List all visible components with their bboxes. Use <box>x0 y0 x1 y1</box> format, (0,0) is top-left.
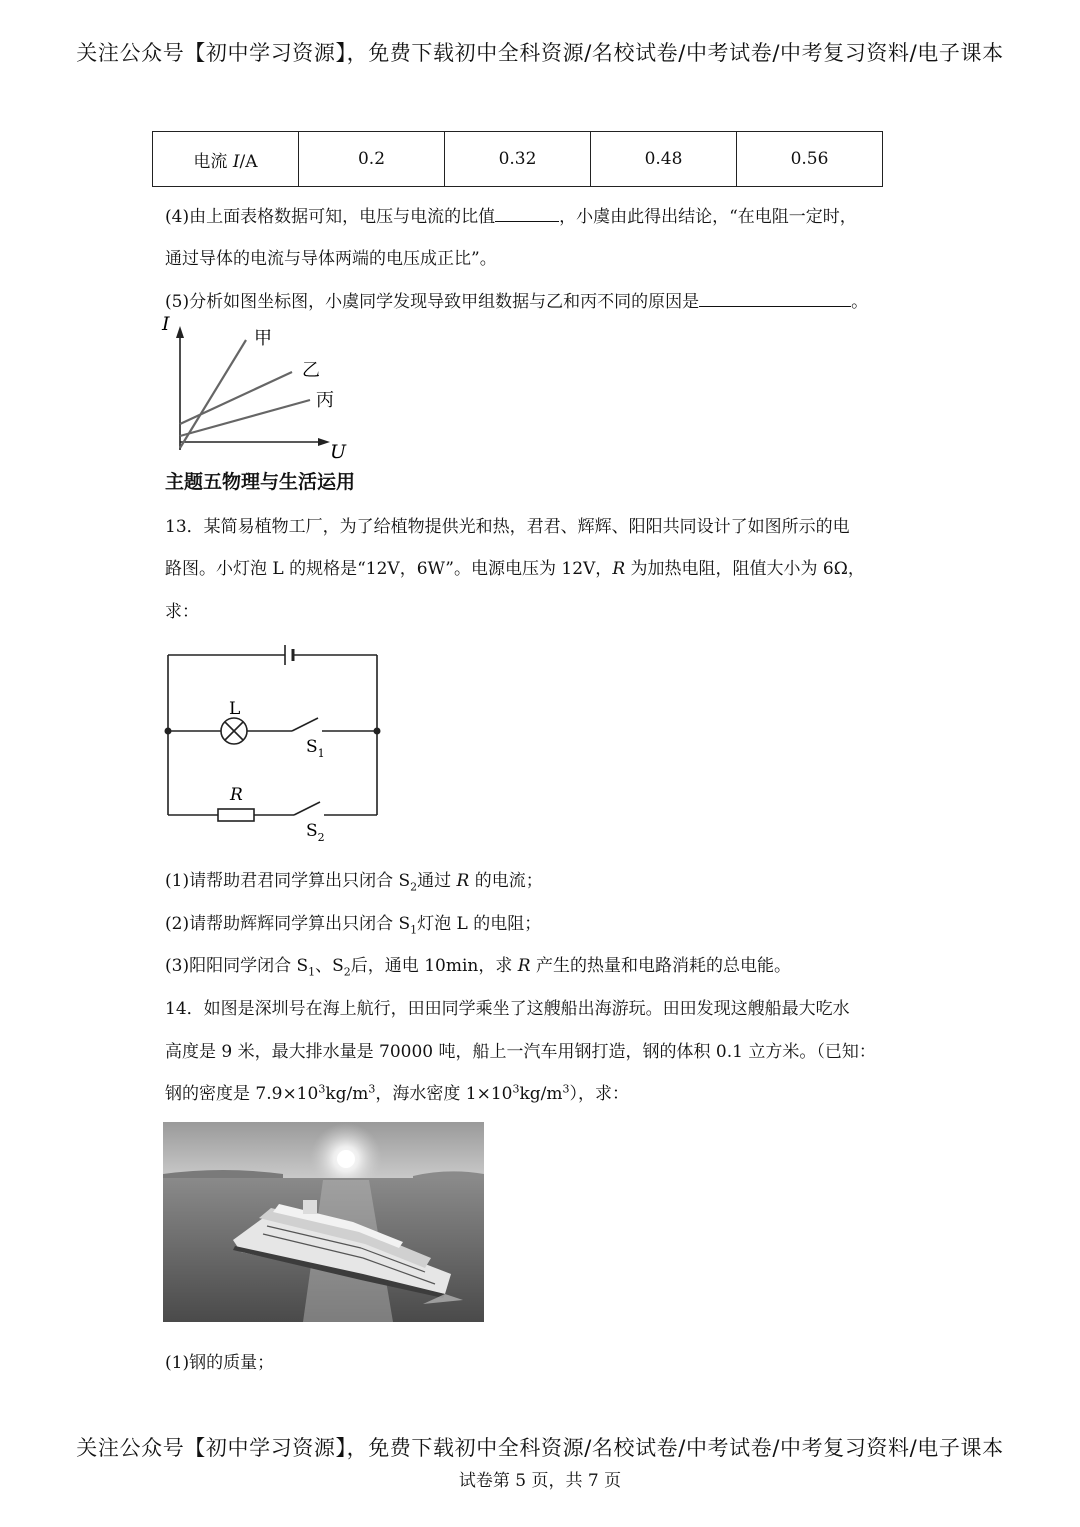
table-cell: 0.56 <box>737 132 883 187</box>
table-cell: 0.32 <box>445 132 591 187</box>
line-yi <box>180 372 292 424</box>
switch-s2-icon <box>294 802 320 815</box>
lamp-label: L <box>229 699 241 719</box>
x-axis-arrow <box>318 438 330 446</box>
table-row <box>153 132 883 187</box>
question-4-line-1: (4)由上面表格数据可知，电压与电流的比值 ，小虞由此得出结论，“在电阻一定时， <box>165 207 857 227</box>
sun <box>337 1150 355 1168</box>
junction-dot <box>165 728 172 735</box>
switch-s2-label: $S_2$ <box>306 821 325 844</box>
label-yi: 乙 <box>302 360 320 381</box>
question-14-line-1: 14．如图是深圳号在海上航行，田田同学乘坐了这艘船出海游玩。田田发现这艘船最大吃水 <box>165 999 850 1019</box>
switch-s1-icon <box>292 718 318 731</box>
ship-photo <box>163 1122 484 1322</box>
label-bing: 丙 <box>316 390 334 411</box>
circuit-diagram <box>160 640 390 850</box>
label-jia: 甲 <box>254 328 272 349</box>
junction-dot <box>374 728 381 735</box>
table-cell: 0.2 <box>299 132 445 187</box>
question-14-part-1: (1)钢的质量； <box>165 1353 275 1373</box>
question-4-line-2: 通过导体的电流与导体两端的电压成正比”。 <box>165 249 497 269</box>
question-13-part-2: (2)请帮助辉辉同学算出只闭合 $S_1$灯泡 L 的电阻； <box>165 914 542 937</box>
answer-blank[interactable] <box>699 291 851 307</box>
line-jia <box>180 340 246 448</box>
question-13-line-2: 路图。小灯泡 L 的规格是“12V，6W”。电源电压为 12V，R 为加热电阻，阻值大小为 6Ω， <box>165 559 865 579</box>
question-14-line-3: 钢的密度是 $7.9\times 10^3kg/m^3$，海水密度 $1\times 10^3kg/m^3$），求： <box>165 1082 629 1104</box>
bottom-banner: 关注公众号【初中学习资源】，免费下载初中全科资源/名校试卷/中考试卷/中考复习资料/电子课本 <box>76 1436 1004 1460</box>
resistor-label: R <box>230 785 243 805</box>
question-13-line-1: 13．某简易植物工厂，为了给植物提供光和热，君君、辉辉、阳阳共同设计了如图所示的电 <box>165 517 850 537</box>
question-13-line-3: 求： <box>165 602 199 622</box>
table-cell: 0.48 <box>591 132 737 187</box>
question-14-line-2: 高度是 9 米，最大排水量是 70000 吨，船上一汽车用钢打造，钢的体积 0.1 立方米。（已知： <box>165 1042 876 1062</box>
row-header: 电流 I/A <box>153 132 299 187</box>
y-axis-label: I <box>162 313 170 335</box>
y-axis-arrow <box>176 326 184 338</box>
page-footer: 试卷第 5 页，共 7 页 <box>458 1471 622 1491</box>
x-axis-label: U <box>330 441 347 463</box>
question-5: (5)分析如图坐标图，小虞同学发现导致甲组数据与乙和丙不同的原因是 。 <box>165 292 869 312</box>
ship-funnel <box>303 1200 317 1214</box>
question-13-part-3: (3)阳阳同学闭合 $S_1$、$S_2$后，通电 10min，求 R 产生的热量和电路消耗的总电能。 <box>165 956 791 979</box>
top-banner: 关注公众号【初中学习资源】，免费下载初中全科资源/名校试卷/中考试卷/中考复习资料/电子课本 <box>76 41 1004 65</box>
current-table <box>152 131 883 187</box>
question-13-part-1: (1)请帮助君君同学算出只闭合 $S_2$通过 R 的电流； <box>165 871 543 894</box>
answer-blank[interactable] <box>495 206 559 222</box>
iu-graph <box>150 312 350 464</box>
resistor-icon <box>218 809 254 821</box>
section-heading: 主题五物理与生活运用 <box>165 471 356 493</box>
switch-s1-label: $S_1$ <box>306 737 325 760</box>
